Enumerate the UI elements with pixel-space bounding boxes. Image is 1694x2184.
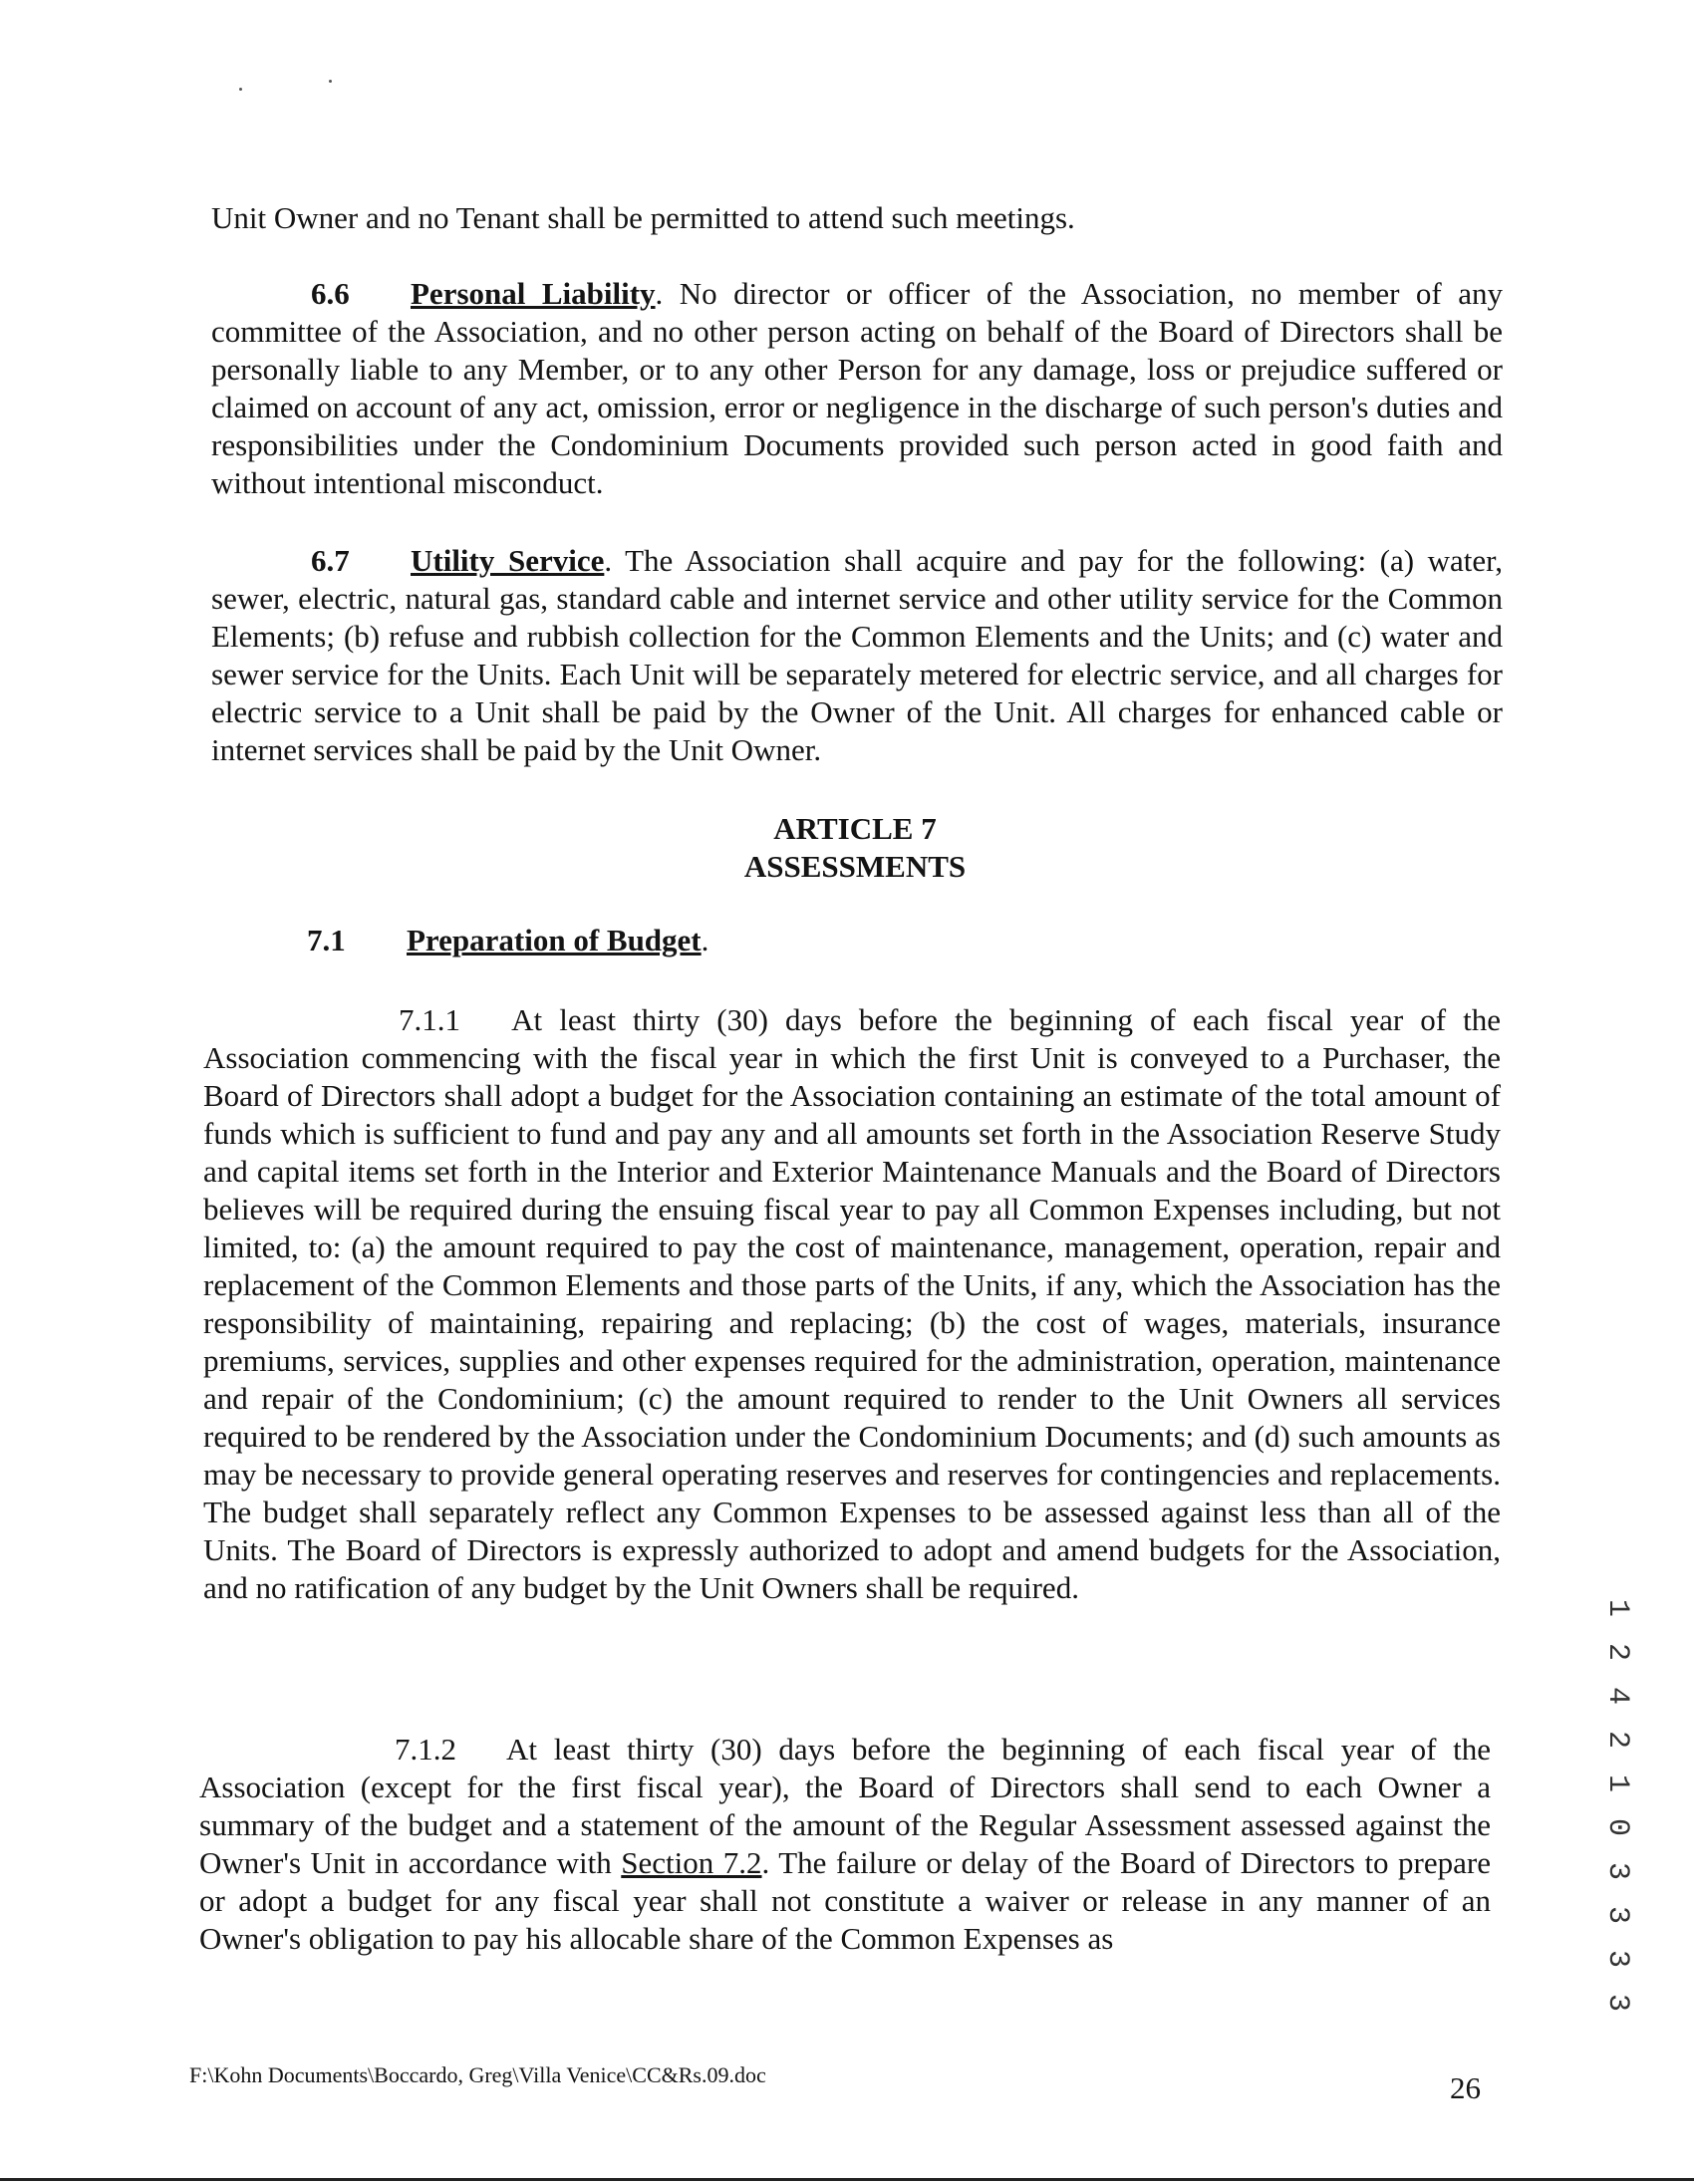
section-6-7 [211,542,1503,769]
paragraph-number: 7.1.1 [399,1002,460,1037]
paragraph-7-1-1 [203,1001,1501,1607]
margin-code-text: 1 2 4 2 1 0 3 3 3 3 [1600,1599,1634,2017]
section-body: . The Association shall acquire and pay for the following: (a) water, sewer, electric, natural gas, standard cable and internet service and other utility service for the Common Elements; (b) refuse and rubbish collection for the Common Elements and the Units; and (c) water and sewer service for the Units. Each Unit will be separately metered for electric service, and all charges for electric service to a Unit shall be paid by the Owner of the Unit. All charges for enhanced cable or internet services shall be paid by the Unit Owner. [211,543,1503,767]
continuation-line [211,199,1503,237]
paragraph-7-1-2 [199,1731,1491,1958]
section-number: 6.6 [311,276,350,311]
paragraph-number: 7.1.2 [395,1732,456,1767]
section-heading: Preparation of Budget [407,923,702,957]
page-number: 26 [1450,2070,1481,2105]
bottom-border [0,2178,1694,2181]
paragraph-body: At least thirty (30) days before the beginning of each fiscal year of the Association (except for the first fiscal year), the Board of Directors shall send to each Owner a summary of the budget and a statement of the amount of the Regular Assessment assessed against the Owner's Unit in accordance with [199,1732,1492,1880]
section-body: . No director or officer of the Association, no member of any committee of the Association, and no other person acting on behalf of the Board of Directors shall be personally liable to any Member, or to any other Person for any damage, loss or prejudice suffered or claimed on account of any act, omission, error or negligence in the discharge of such person's duties and responsibilities under the Condominium Documents provided such person acted in good faith and without intentional misconduct. [211,276,1503,500]
continuation-text: Unit Owner and no Tenant shall be permitted to attend such meetings. [211,200,1075,235]
scan-speck [239,88,242,91]
section-heading: Utility Service [411,543,605,578]
paragraph-body-continued: . The failure or delay of the Board of Directors to prepare or adopt a budget for any fiscal year shall not constitute a waiver or release in any manner of an Owner's obligation to pay his allocable share of the Common Expenses as [199,1845,1491,1956]
scan-speck [329,80,332,83]
section-number: 6.7 [311,543,350,578]
section-reference-link[interactable]: Section 7.2 [621,1845,762,1880]
section-number: 7.1 [307,923,346,957]
section-trailing: . [701,923,709,957]
article-title: ASSESSMENTS [743,849,967,884]
margin-document-code [1594,1599,1654,2017]
section-heading: Personal Liability [411,276,656,311]
paragraph-body: At least thirty (30) days before the beginning of each fiscal year of the Association commencing with the fiscal year in which the first Unit is conveyed to a Purchaser, the Board of Directors shall adopt a budget for the Association containing an estimate of the total amount of funds which is sufficient to fund and pay any and all amounts set forth in the Association Reserve Study and capital items set forth in the Interior and Exterior Maintenance Manuals and the Board of Directors believes will be required during the ensuing fiscal year to pay all Common Expenses including, but not limited, to: (a) the amount required to pay the cost of maintenance, management, operation, repair and replacement of the Common Elements and those parts of the Units, if any, which the Association has the responsibility of maintaining, repairing and replacing; (b) the cost of wages, materials, insurance premiums, services, supplies and other expenses required for the administration, operation, maintenance and repair of the Condominium; (c) the amount required to render to the Unit Owners all services required to be rendered by the Association under the Condominium Documents; and (d) such amounts as may be necessary to provide general operating reserves and reserves for contingencies and replacements. The budget shall separately reflect any Common Expenses to be assessed against less than all of the Units. The Board of Directors is expressly authorized to adopt and amend budgets for the Association, and no ratification of any budget by the Unit Owners shall be required. [203,1002,1502,1605]
article-number: ARTICLE 7 [773,811,937,846]
section-6-6 [211,275,1503,502]
section-7-1 [307,922,708,959]
footer-file-path: F:\Kohn Documents\Boccardo, Greg\Villa Venice\CC&Rs.09.doc [189,2062,766,2087]
